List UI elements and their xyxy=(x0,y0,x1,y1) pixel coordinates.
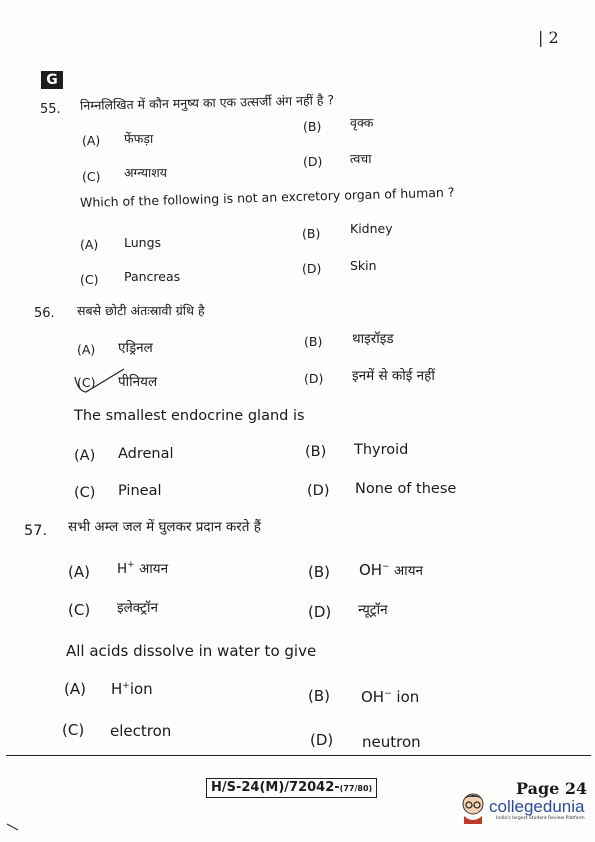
question-text-english: Which of the following is not an excretory organ of human ? xyxy=(79,184,455,210)
option-text-english: H+ion xyxy=(111,680,153,698)
option-label: (C) xyxy=(68,601,91,619)
option-label: (A) xyxy=(74,448,96,464)
option-text-english: Thyroid xyxy=(354,442,409,458)
option-label: (A) xyxy=(64,680,86,698)
question-number: 56. xyxy=(34,306,55,321)
option-label: (D) xyxy=(302,261,322,276)
option-text-english: OH− ion xyxy=(361,688,420,706)
option-label: (D) xyxy=(304,371,324,386)
option-text-hindi: एड्रिनल xyxy=(118,340,153,356)
brand-tagline: India's largest Student Review Platform xyxy=(496,816,585,821)
brand-name: collegedunia xyxy=(489,797,585,816)
option-text-english: None of these xyxy=(355,481,457,497)
option-label: (B) xyxy=(304,334,323,349)
page-label: Page 24 xyxy=(516,779,588,798)
question-number: 57. xyxy=(24,523,48,539)
section-letter-badge: G xyxy=(41,71,63,89)
mascot-icon xyxy=(458,790,488,824)
option-label: (C) xyxy=(77,375,96,390)
option-text-hindi: न्यूट्रॉन xyxy=(358,602,388,618)
option-label: (A) xyxy=(68,563,90,581)
option-label: (C) xyxy=(80,272,99,287)
option-label: (D) xyxy=(308,603,332,621)
option-label: (D) xyxy=(303,154,323,169)
option-text-english: Adrenal xyxy=(118,446,174,462)
option-text-hindi: इनमें से कोई नहीं xyxy=(352,368,435,384)
paper-code: H/S-24(M)/72042-(77/80) xyxy=(206,778,377,798)
option-label: (A) xyxy=(82,133,101,148)
option-text-english: Pineal xyxy=(118,483,162,499)
option-text-english: neutron xyxy=(362,733,421,751)
option-text-english: Lungs xyxy=(124,235,162,250)
pen-mark xyxy=(6,822,20,832)
question-number: 55. xyxy=(40,102,61,117)
option-text-hindi: पीनियल xyxy=(118,374,158,390)
option-text-hindi: OH− आयन xyxy=(359,561,424,579)
option-label: (B) xyxy=(308,563,330,581)
option-text-hindi: अग्न्याशय xyxy=(124,165,167,180)
option-text-hindi: थाइरॉइड xyxy=(352,331,394,347)
option-label: (C) xyxy=(82,169,101,184)
option-text-english: Kidney xyxy=(350,221,393,236)
option-label: (A) xyxy=(77,342,96,357)
option-text-english: Skin xyxy=(350,258,377,273)
option-label: (B) xyxy=(305,444,327,460)
option-label: (D) xyxy=(310,731,334,749)
option-label: (B) xyxy=(302,226,321,241)
option-text-english: electron xyxy=(110,722,172,740)
option-text-hindi: H+ आयन xyxy=(117,560,169,577)
option-label: (B) xyxy=(303,119,322,134)
footer-divider xyxy=(6,755,591,756)
option-label: (C) xyxy=(74,485,96,501)
option-text-hindi: त्वचा xyxy=(350,151,372,166)
option-text-hindi: फेंफड़ा xyxy=(124,131,154,146)
option-text-english: Pancreas xyxy=(124,269,181,284)
option-label: (C) xyxy=(62,721,85,739)
option-label: (A) xyxy=(80,237,99,252)
option-text-hindi: वृक्क xyxy=(350,115,374,130)
option-label: (D) xyxy=(307,483,330,499)
option-label: (B) xyxy=(308,687,330,705)
option-text-hindi: इलेक्ट्रॉन xyxy=(117,600,158,616)
question-text-hindi: सबसे छोटी अंतःस्रावी ग्रंथि है xyxy=(77,303,205,318)
question-text-english: The smallest endocrine gland is xyxy=(74,408,305,424)
question-text-hindi: निम्नलिखित में कौन मनुष्य का एक उत्सर्जी अंग नहीं है ? xyxy=(79,92,335,113)
question-text-english: All acids dissolve in water to give xyxy=(66,642,317,660)
question-text-hindi: सभी अम्ल जल में घुलकर प्रदान करते हैं xyxy=(68,519,261,535)
page-number-top: | 2 xyxy=(538,28,559,47)
